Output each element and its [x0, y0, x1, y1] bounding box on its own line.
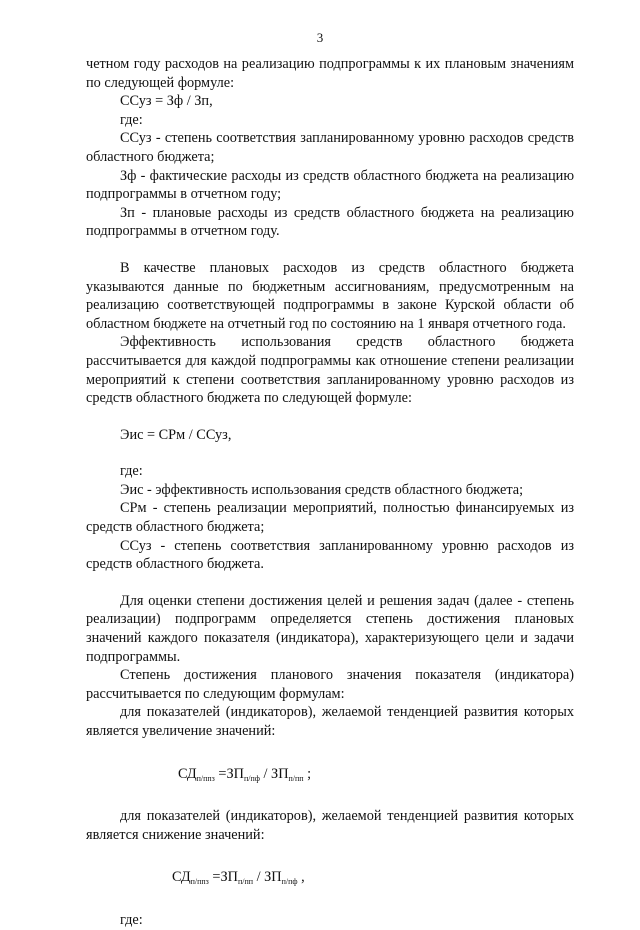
definition-ccuz: ССуз - степень соответствия запланированному уровню расходов средств областного бюджета;: [86, 130, 574, 165]
paragraph-goals: Для оценки степени достижения целей и решения задач (далее - степень реализации) подпрограмм определяется степень достижения плановых значений каждого показателя (индикатора), характеризующего цели и задачи подпрограммы.: [86, 592, 574, 665]
definition-srm: СРм - степень реализации мероприятий, полностью финансируемых из средств областного бюджета;: [86, 500, 574, 536]
definition-eis: Эис - эффективность использования средств областного бюджета;: [120, 481, 524, 498]
paragraph-efficiency: Эффективность использования средств областного бюджета рассчитывается для каждой подпрограммы как отношение степени реализации мероприятий к степени соответствия запланированному уровню расходов из средств областного бюджета по следующей формуле:: [86, 334, 574, 407]
formula-sd-increase: $СД_{п/ппз} =ЗП_{п/пф} / ЗП_{п/пп}$ ;: [178, 765, 312, 783]
definition-zf: Зф - фактические расходы из средств областного бюджета на реализацию подпрограммы в отчетном году;: [86, 167, 574, 203]
paragraph-intro: четном году расходов на реализацию подпрограммы к их плановым значениям по следующей формуле:: [86, 56, 574, 91]
formula-sd-decrease: $СД_{п/ппз} =ЗП_{п/пп} / ЗП_{п/пф}$ ,: [172, 869, 305, 887]
paragraph-planned-expenses: В качестве плановых расходов из средств областного бюджета указываются данные по бюджетным ассигнованиям, предусмотренным на реализацию соответствующей подпрограммы в законе Курской области об областном бюджете на отчетный год по состоянию на 1 января отчетного года.: [86, 259, 574, 332]
where-label: где:: [120, 111, 143, 128]
formula-ccuz: ССуз = Зф / Зп,: [120, 93, 213, 110]
where-label: где:: [120, 463, 143, 480]
paragraph-decrease: для показателей (индикаторов), желаемой тенденцией развития которых является снижение значений:: [86, 808, 574, 843]
definition-zp: Зп - плановые расходы из средств областного бюджета на реализацию подпрограммы в отчетном году.: [86, 204, 574, 240]
where-label: где:: [120, 911, 143, 928]
definition-ccuz-2: ССуз - степень соответствия запланированному уровню расходов из средств областного бюджета.: [86, 537, 574, 573]
formula-eis: Эис = СРм / ССуз,: [120, 426, 232, 443]
page-number: 3: [316, 30, 324, 45]
paragraph-increase: для показателей (индикаторов), желаемой тенденцией развития которых является увеличение значений:: [86, 704, 574, 739]
paragraph-achievement: Степень достижения планового значения показателя (индикатора) рассчитывается по следующим формулам:: [86, 667, 574, 702]
document-body: [86, 55, 574, 930]
